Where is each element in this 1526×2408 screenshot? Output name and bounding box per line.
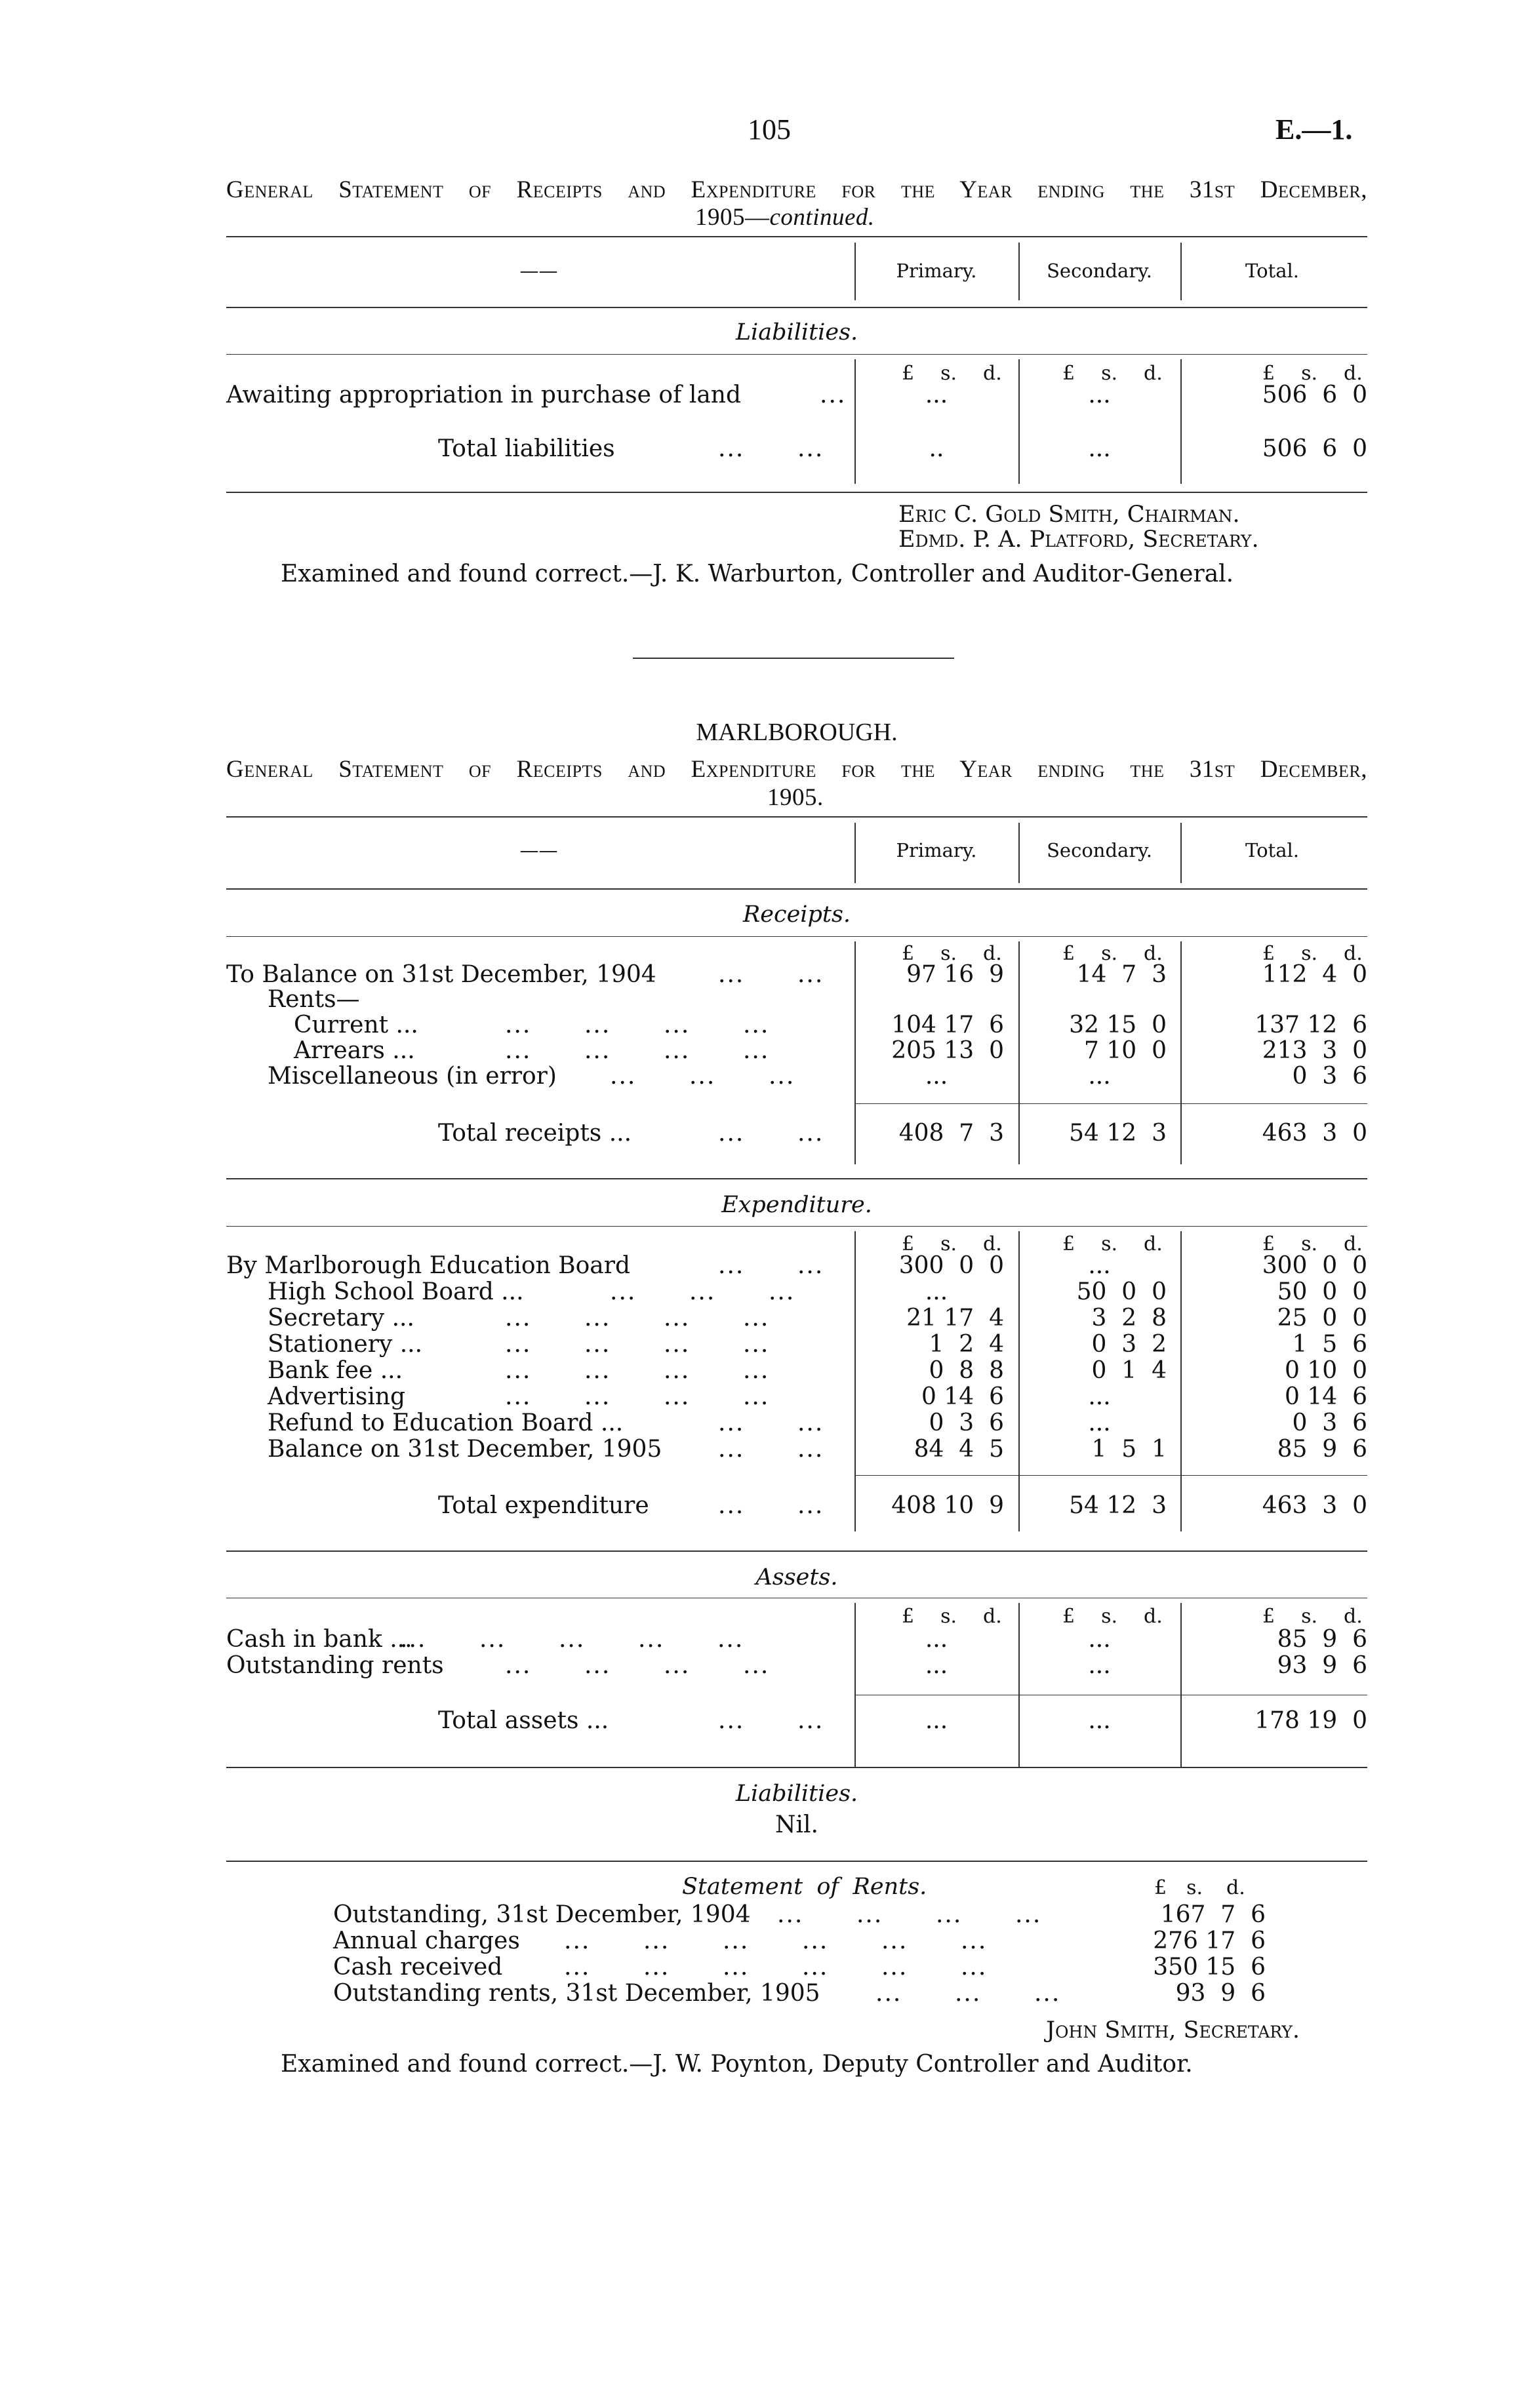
pounds-label: £ (1262, 1605, 1275, 1628)
secondary-value: ... (1088, 435, 1111, 462)
total-value: 0 3 6 (1292, 1410, 1367, 1436)
leader-dots: ... ... ... ... (505, 1383, 770, 1410)
pounds-label: £ (902, 1605, 915, 1628)
leader-dots: ... ... ... (610, 1063, 795, 1090)
row-label: Outstanding rents, 31st December, 1905 (333, 1980, 820, 2007)
row-label: To Balance on 31st December, 1904 (226, 961, 656, 988)
secondary-value: 1 5 1 (1091, 1436, 1167, 1463)
total-value: 178 19 0 (1255, 1707, 1367, 1734)
pounds-label: £ (902, 942, 915, 965)
rents-heading-word: Statement (682, 1874, 803, 1900)
shillings-label: s. (940, 942, 957, 965)
table-rule (226, 492, 1367, 493)
document-reference: E.—1. (1275, 113, 1353, 146)
examined-note: Examined and found correct.—J. W. Poynton, Deputy Controller and Auditor. (281, 2051, 1193, 2078)
statement-title-line2: 1905. (767, 784, 824, 811)
secondary-value: 54 12 3 (1069, 1492, 1167, 1519)
section-heading-liabilities: Liabilities. (735, 1781, 858, 1807)
page-number: 105 (748, 113, 791, 146)
leader-dots: ... ... ... (875, 1980, 1061, 2007)
signature-secretary: John Smith, Secretary. (1046, 2017, 1300, 2043)
column-head-dash: —— (519, 260, 558, 282)
row-label: Annual charges (333, 1927, 520, 1954)
lsd-header (1062, 1605, 1163, 1628)
pounds-label: £ (1262, 362, 1275, 385)
primary-value: 97 16 9 (906, 961, 1004, 988)
statement-title-line1: General Statement of Receipts and Expenditure for the Year ending the 31st December, (226, 176, 1367, 203)
secondary-value: 54 12 3 (1069, 1120, 1167, 1147)
rents-heading (682, 1874, 927, 1900)
pence-label: d. (983, 1605, 1002, 1628)
row-label: Cash received (333, 1954, 503, 1981)
rent-value: 93 9 6 (1175, 1980, 1266, 2007)
lsd-header (1154, 1876, 1245, 1899)
column-head-total: Total. (1245, 260, 1299, 282)
row-label: Arrears ... (294, 1037, 415, 1064)
table-rule (226, 888, 1367, 890)
row-label: Balance on 31st December, 1905 (268, 1436, 662, 1463)
shillings-label: s. (1101, 1233, 1118, 1255)
row-label: Refund to Education Board ... (268, 1410, 624, 1436)
rents-heading-word: Rents. (853, 1874, 927, 1900)
primary-value: 0 8 8 (929, 1357, 1004, 1384)
pence-label: d. (1144, 362, 1163, 385)
shillings-label: s. (1301, 362, 1318, 385)
pounds-label: £ (1062, 362, 1075, 385)
leader-dots: ... ... (718, 1436, 824, 1463)
section-heading-assets: Assets. (755, 1564, 838, 1590)
leader-dots: ... ... (718, 961, 824, 988)
table-rule (226, 1226, 1367, 1227)
table-rule (226, 1767, 1367, 1768)
row-label: High School Board ... (268, 1278, 524, 1305)
table-rule (226, 354, 1367, 355)
leader-dots: ... ... ... (610, 1278, 795, 1305)
pounds-label: £ (1262, 1233, 1275, 1255)
shillings-label: s. (940, 362, 957, 385)
row-label: Outstanding, 31st December, 1904 (333, 1901, 751, 1928)
leader-dots: ... ... (718, 1120, 824, 1147)
column-head-total: Total. (1245, 839, 1299, 861)
pounds-label: £ (1062, 1605, 1075, 1628)
total-value: 85 9 6 (1277, 1436, 1367, 1463)
primary-value: 300 0 0 (898, 1252, 1004, 1279)
column-divider (1018, 359, 1020, 484)
leader-dots: ... ... ... ... (505, 1012, 770, 1038)
pounds-label: £ (1262, 942, 1275, 965)
statement-year: 1905— (695, 204, 770, 231)
shillings-label: s. (1301, 1233, 1318, 1255)
total-value: 1 5 6 (1292, 1331, 1367, 1358)
total-value: 85 9 6 (1277, 1626, 1367, 1653)
pence-label: d. (1144, 942, 1163, 965)
total-value: 112 4 0 (1262, 961, 1367, 988)
examined-note: Examined and found correct.—J. K. Warburton, Controller and Auditor-General. (281, 561, 1234, 587)
row-label: Current ... (294, 1012, 418, 1038)
secondary-value: ... (1088, 1707, 1111, 1734)
primary-value: 408 7 3 (898, 1120, 1004, 1147)
table-rule (226, 236, 1367, 237)
leader-dots: ... ... ... ... (777, 1901, 1042, 1928)
row-label: Secretary ... (268, 1305, 414, 1332)
pence-label: d. (1226, 1876, 1245, 1899)
total-value: 25 0 0 (1277, 1305, 1367, 1332)
continued-label: continued. (769, 204, 875, 231)
pence-label: d. (1144, 1233, 1163, 1255)
total-value: 506 6 0 (1262, 382, 1367, 408)
leader-dots: ... ... ... ... (505, 1357, 770, 1384)
secondary-value: ... (1088, 1252, 1111, 1279)
secondary-value: 32 15 0 (1069, 1012, 1167, 1038)
primary-value: ... (925, 1278, 948, 1305)
table-rule (226, 1178, 1367, 1179)
leader-dots: ... ... (718, 1707, 824, 1734)
row-label: Total liabilities (438, 435, 615, 462)
pence-label: d. (1344, 362, 1363, 385)
table-rule (226, 816, 1367, 818)
subtotal-rule (854, 1103, 1367, 1104)
total-value: 463 3 0 (1262, 1120, 1367, 1147)
secondary-value: ... (1088, 1626, 1111, 1653)
shillings-label: s. (1301, 942, 1318, 965)
total-value: 0 3 6 (1292, 1063, 1367, 1090)
primary-value: 205 13 0 (891, 1037, 1004, 1064)
row-label: Miscellaneous (in error) (268, 1063, 557, 1090)
column-head-primary: Primary. (896, 839, 977, 861)
row-label: Rents— (268, 986, 360, 1013)
pence-label: d. (1344, 1605, 1363, 1628)
secondary-value: ... (1088, 1410, 1111, 1436)
leader-dots: ... ... ... ... (505, 1652, 770, 1679)
primary-value: 0 3 6 (929, 1410, 1004, 1436)
secondary-value: 3 2 8 (1091, 1305, 1167, 1332)
shillings-label: s. (1101, 1605, 1118, 1628)
secondary-value: 50 0 0 (1076, 1278, 1167, 1305)
row-label: Total receipts ... (438, 1120, 632, 1147)
primary-value: 0 14 6 (921, 1383, 1004, 1410)
column-divider (1180, 359, 1182, 484)
row-label: Stationery ... (268, 1331, 423, 1358)
total-value: 50 0 0 (1277, 1278, 1367, 1305)
rent-value: 167 7 6 (1160, 1901, 1266, 1928)
section-heading-receipts: Receipts. (742, 901, 851, 928)
primary-value: 408 10 9 (891, 1492, 1004, 1519)
pence-label: d. (1144, 1605, 1163, 1628)
leader-dots: ... ... ... ... ... ... (564, 1927, 988, 1954)
leader-dots: ... ... ... ... (505, 1305, 770, 1332)
lsd-header (1262, 1605, 1363, 1628)
row-label: Cash in bank ... (226, 1626, 412, 1653)
total-value: 300 0 0 (1262, 1252, 1367, 1279)
secondary-value: 14 7 3 (1076, 961, 1167, 988)
section-heading-liabilities: Liabilities. (735, 319, 858, 345)
secondary-value: ... (1088, 1652, 1111, 1679)
rents-heading-word: of (816, 1874, 839, 1900)
row-label: Total expenditure (438, 1492, 649, 1519)
total-value: 93 9 6 (1277, 1652, 1367, 1679)
pence-label: d. (983, 1233, 1002, 1255)
pounds-label: £ (1154, 1876, 1167, 1899)
primary-value: .. (929, 435, 944, 462)
primary-value: 21 17 4 (906, 1305, 1004, 1332)
column-head-secondary: Secondary. (1047, 260, 1152, 282)
primary-value: 84 4 5 (914, 1436, 1004, 1463)
row-label: Advertising (268, 1383, 406, 1410)
pounds-label: £ (1062, 942, 1075, 965)
leader-dots: ... ... (718, 1492, 824, 1519)
column-head-secondary: Secondary. (1047, 839, 1152, 861)
secondary-value: ... (1088, 1063, 1111, 1090)
lsd-header (902, 1605, 1002, 1628)
primary-value: ... (925, 382, 948, 408)
row-label: Bank fee ... (268, 1357, 403, 1384)
shillings-label: s. (1101, 942, 1118, 965)
row-label: Total assets ... (438, 1707, 609, 1734)
shillings-label: s. (1186, 1876, 1203, 1899)
leader-dots: ... ... ... ... (505, 1331, 770, 1358)
signature-secretary: Edmd. P. A. Platford, Secretary. (898, 526, 1259, 553)
leader-dots: ... ... ... ... (505, 1037, 770, 1064)
leader-dots: ... ... ... ... ... (400, 1626, 744, 1653)
pounds-label: £ (1062, 1233, 1075, 1255)
table-rule (226, 1861, 1367, 1862)
total-value: 137 12 6 (1255, 1012, 1367, 1038)
row-label: By Marlborough Education Board (226, 1252, 631, 1279)
subtotal-rule (854, 1475, 1367, 1476)
leader-dots: ... ... (718, 1410, 824, 1436)
primary-value: 104 17 6 (891, 1012, 1004, 1038)
pence-label: d. (1344, 942, 1363, 965)
primary-value: ... (925, 1626, 948, 1653)
primary-value: ... (925, 1652, 948, 1679)
primary-value: ... (925, 1707, 948, 1734)
secondary-value: 7 10 0 (1084, 1037, 1167, 1064)
shillings-label: s. (1101, 362, 1118, 385)
column-divider (854, 359, 856, 484)
rent-value: 276 17 6 (1153, 1927, 1266, 1954)
secondary-value: 0 3 2 (1091, 1331, 1167, 1358)
liabilities-nil: Nil. (775, 1811, 818, 1838)
total-value: 506 6 0 (1262, 435, 1367, 462)
statement-title-line1: General Statement of Receipts and Expenditure for the Year ending the 31st December, (226, 756, 1367, 783)
table-rule (226, 1550, 1367, 1552)
signature-chairman: Eric C. Gold Smith, Chairman. (898, 502, 1240, 528)
shillings-label: s. (940, 1233, 957, 1255)
shillings-label: s. (1301, 1605, 1318, 1628)
secondary-value: ... (1088, 382, 1111, 408)
row-label: Awaiting appropriation in purchase of land (226, 382, 742, 408)
table-rule (226, 307, 1367, 308)
primary-value: ... (925, 1063, 948, 1090)
column-head-dash: —— (519, 839, 558, 861)
secondary-value: ... (1088, 1383, 1111, 1410)
leader-dots: ... ... (718, 435, 824, 462)
primary-value: 1 2 4 (929, 1331, 1004, 1358)
section-divider (633, 658, 954, 659)
total-value: 463 3 0 (1262, 1492, 1367, 1519)
statement-title-line2 (695, 203, 875, 231)
rent-value: 350 15 6 (1153, 1954, 1266, 1981)
row-label: Outstanding rents (226, 1652, 444, 1679)
total-value: 0 14 6 (1285, 1383, 1367, 1410)
table-rule (226, 936, 1367, 937)
district-heading: MARLBOROUGH. (696, 719, 898, 746)
section-heading-expenditure: Expenditure. (721, 1192, 872, 1218)
pounds-label: £ (902, 1233, 915, 1255)
leader-dots: ... ... (718, 1252, 824, 1279)
pounds-label: £ (902, 362, 915, 385)
shillings-label: s. (940, 1605, 957, 1628)
pence-label: d. (983, 362, 1002, 385)
column-head-primary: Primary. (896, 260, 977, 282)
secondary-value: 0 1 4 (1091, 1357, 1167, 1384)
leader-dots: ... ... ... ... ... ... (564, 1954, 988, 1981)
pence-label: d. (983, 942, 1002, 965)
pence-label: d. (1344, 1233, 1363, 1255)
total-value: 0 10 0 (1285, 1357, 1367, 1384)
leader-dots: ... (820, 382, 847, 408)
total-value: 213 3 0 (1262, 1037, 1367, 1064)
